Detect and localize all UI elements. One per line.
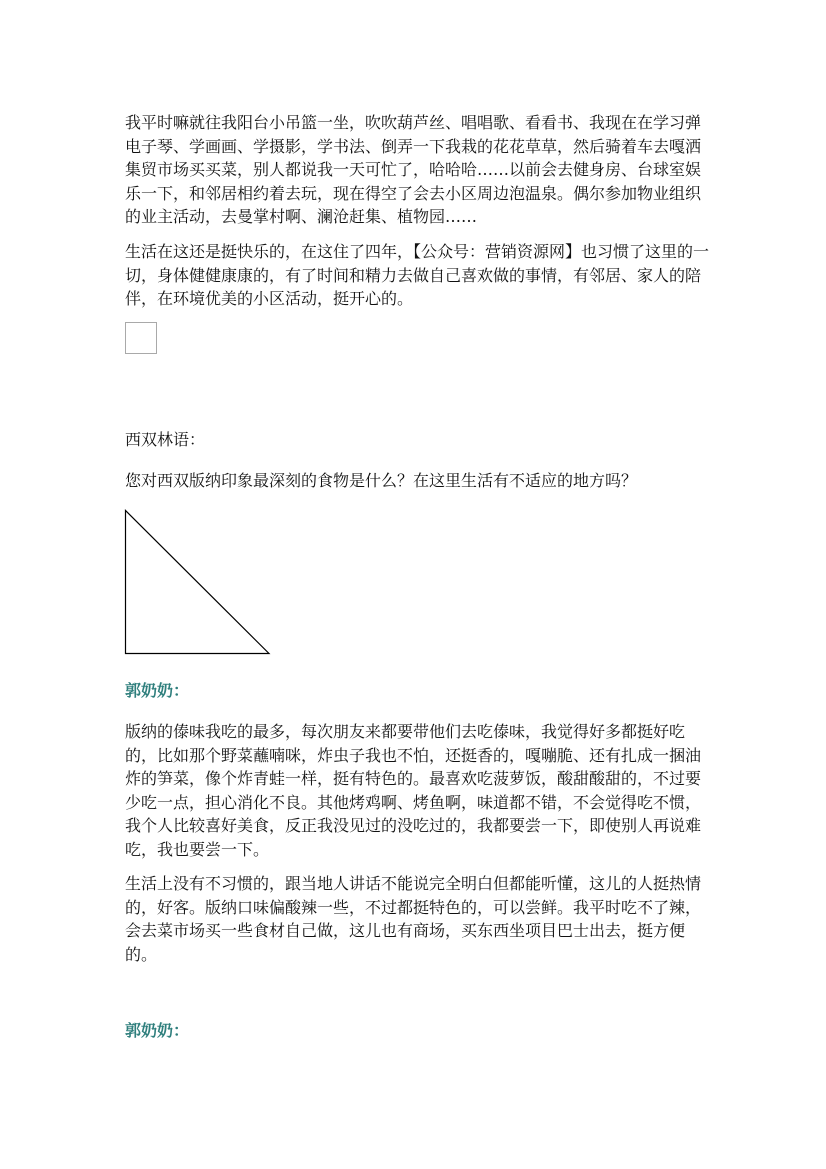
interview-question: 您对西双版纳印象最深刻的食物是什么？在这里生活有不适应的地方吗？ [125, 471, 638, 490]
answer-food-paragraph: 版纳的傣味我吃的最多，每次朋友来都要带他们去吃傣味，我觉得好多都挺好吃的，比如那个野菜蘸喃咪，炸虫子我也不怕，还挺香的，嘎嘣脆、还有扎成一捆油炸的笋菜，像个炸青蛙一样，挺有特色的。最喜欢吃菠萝饭，酸甜酸甜的，不过要少吃一点，担心消化不良。其他烤鸡啊、烤鱼啊，味道都不错，不会觉得吃不惯，我个人比较喜好美食，反正我没见过的没吃过的，我都要尝一下，即使别人再说难吃，我也要尝一下。 [125, 722, 702, 859]
speaker-heading: 郭奶奶： [125, 681, 190, 700]
interviewer-label: 西双林语： [125, 430, 206, 449]
triangle-figure [124, 509, 272, 655]
answer-life-paragraph: 生活上没有不习惯的，跟当地人讲话不能说完全明白但都能听懂，这儿的人挺热情的，好客。版纳口味偏酸辣一些，不过都挺特色的，可以尝鲜。我平时吃不了辣，会去菜市场买一些食材自己做，这儿也有商场，买东西坐项目巴士出去，挺方便的。 [125, 874, 702, 964]
speaker-heading-second: 郭奶奶： [125, 1021, 190, 1040]
paragraph-life-here: 生活在这还是挺快乐的，在这住了四年，【公众号：营销资源网】也习惯了这里的一切，身体健健康康的，有了时间和精力去做自己喜欢做的事情，有邻居、家人的陪伴，在环境优美的小区活动，挺开心的。 [125, 242, 710, 308]
image-placeholder [125, 322, 157, 354]
paragraph-hobbies: 我平时嘛就往我阳台小吊篮一坐，吹吹葫芦丝、唱唱歌、看看书、我现在在学习弹电子琴、学画画、学摄影，学书法、倒弄一下我栽的花花草草，然后骑着车去嘎洒集贸市场买买菜，别人都说我一天可忙了，哈哈哈……以前会去健身房、台球室娱乐一下，和邻居相约着去玩，现在得空了会去小区周边泡温泉。偶尔参加物业组织的业主活动，去曼掌村啊、澜沧赶集、植物园…… [125, 113, 702, 226]
